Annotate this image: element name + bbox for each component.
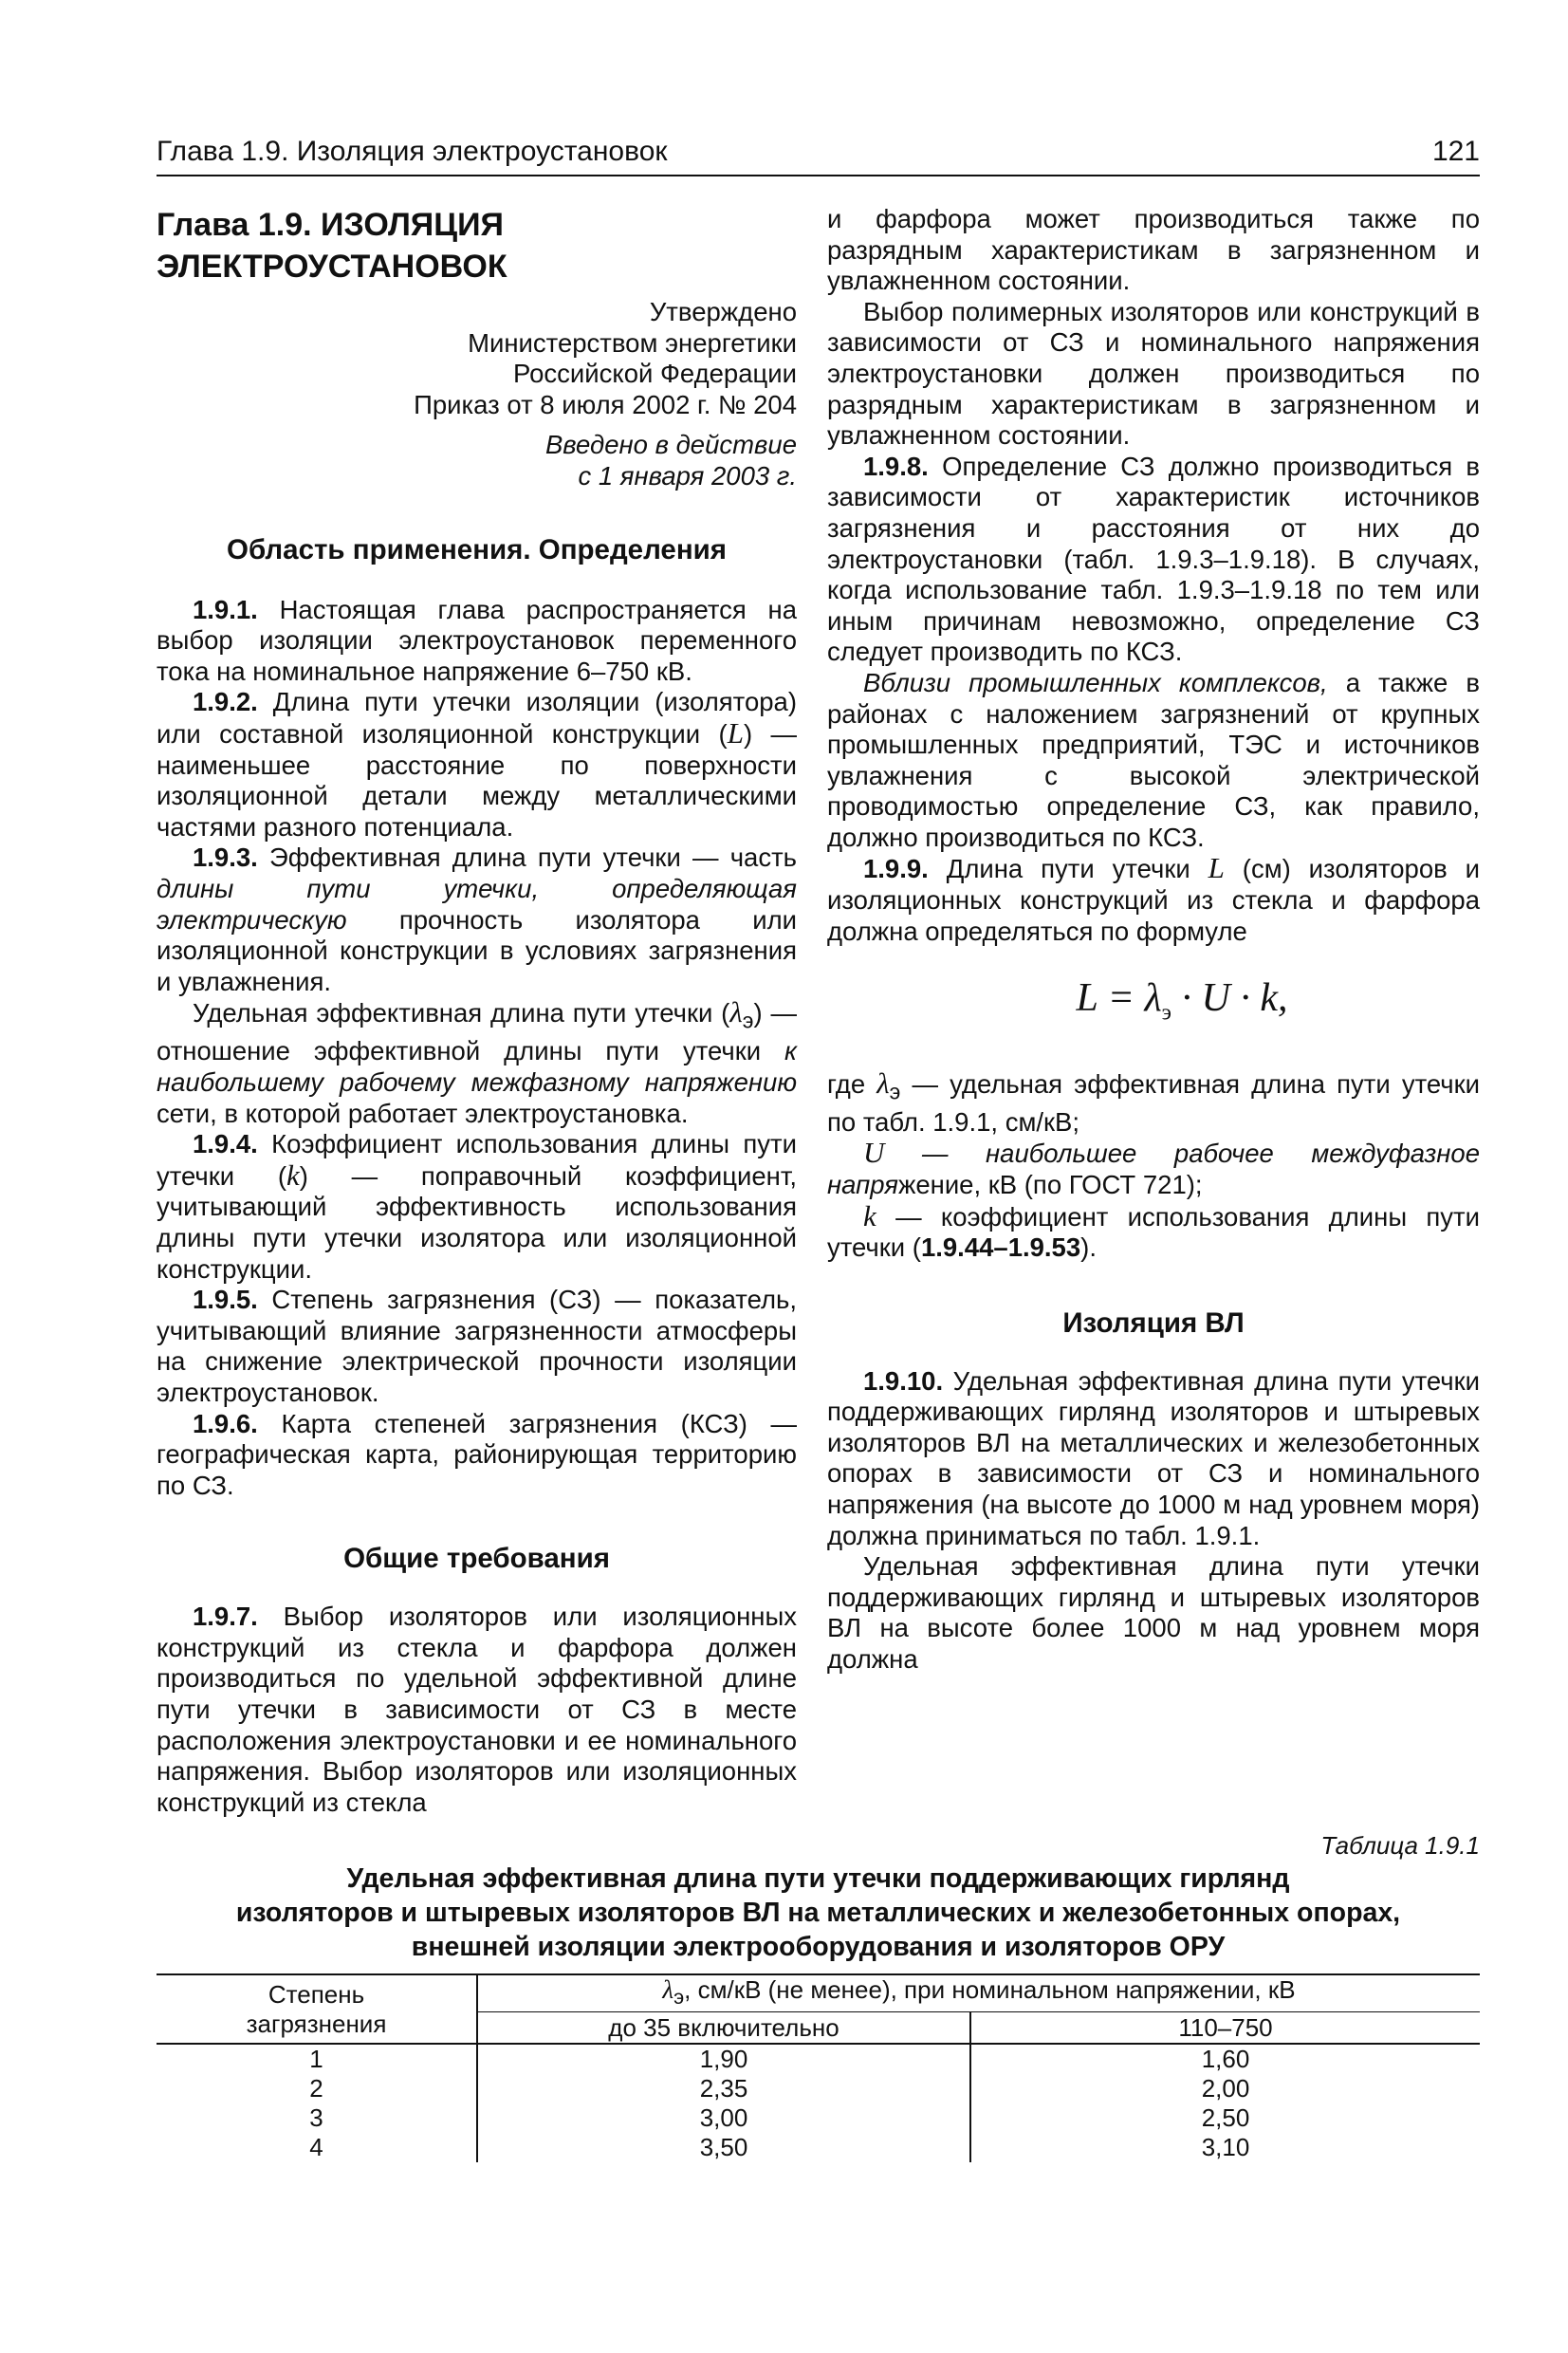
header-110-750: 110–750 <box>970 2012 1480 2045</box>
clause-number: 1.9.4. <box>193 1129 258 1159</box>
formula-subscript: э <box>1161 1000 1171 1026</box>
clause-text: Выбор изоляторов или изоляционных конструкций из стекла и фарфора должен производиться по удельной эффективной длине пути утечки в зависимости от СЗ в месте расположения электроустановки и ее номинального напряжения. Выбор изоляторов или изоляционных конструкций из стекла <box>157 1602 797 1817</box>
table-title-line: Удельная эффективная длина пути утечки поддерживающих гирлянд <box>346 1863 1290 1894</box>
leakage-table <box>157 1973 1480 2162</box>
table-title-line: внешней изоляции электрооборудования и изоляторов ОРУ <box>411 1932 1226 1962</box>
paragraph-1-9-3 <box>157 843 797 997</box>
table-cell: 2 <box>309 2074 323 2103</box>
header-text: загрязнения <box>246 2009 387 2038</box>
clause-number: 1.9.2. <box>193 687 258 717</box>
approval-line: Министерством энергетики <box>468 327 797 358</box>
clause-text: Длина пути утечки изоляции (изолятора) или составной изоляционной конструкции ( <box>157 687 797 749</box>
clause-text: Длина пути утечки <box>928 854 1208 884</box>
clause-text-italic: к наибольшему рабочему межфазному напряжению <box>157 1036 797 1097</box>
table-cell: 3,10 <box>970 2133 1480 2162</box>
paragraph-1-9-6 <box>157 1409 797 1502</box>
table-title-line: изоляторов и штыревых изоляторов ВЛ на металлических и железобетонных опорах, <box>235 1898 1401 1928</box>
clause-text: Настоящая глава распространяется на выбор изоляции электроустановок переменного тока на номинальное напряжение 6–750 кВ. <box>157 594 797 686</box>
paragraph-polymer: Выбор полимерных изоляторов или конструкций в зависимости от СЗ и номинального напряжения электроустановки должен производиться по разрядным характеристикам в загрязненном и увлажненном состоянии. <box>827 296 1480 451</box>
paragraph-1-9-7 <box>157 1602 797 1818</box>
where-u <box>827 1138 1480 1200</box>
section-title-vl: Изоляция ВЛ <box>1062 1306 1245 1339</box>
variable-k: k <box>863 1198 876 1232</box>
variable-lambda: λ <box>729 995 743 1029</box>
subscript: э <box>673 1985 685 2010</box>
variable-lambda: λ <box>662 1975 674 2004</box>
table-cell: 1,90 <box>477 2044 970 2074</box>
approval-line: Российской Федерации <box>512 359 797 389</box>
header-up-to-35: до 35 включительно <box>477 2012 970 2045</box>
paragraph-1-9-5 <box>157 1285 797 1408</box>
header-specific-length <box>477 1974 1480 2012</box>
approval-line: Приказ от 8 июля 2002 г. № 204 <box>414 389 797 419</box>
clause-number: 1.9.1. <box>193 594 258 624</box>
clause-text: Удельная эффективная длина пути утечки ( <box>193 998 730 1028</box>
paragraph-industrial <box>827 668 1480 854</box>
paragraph-1-9-9 <box>827 853 1480 947</box>
variable-lambda: λ <box>876 1065 890 1100</box>
subscript: э <box>889 1079 901 1104</box>
paragraph-1-9-8 <box>827 452 1480 668</box>
where-text: — удельная эффективная длина пути утечки по табл. 1.9.1, см/кВ; <box>827 1068 1480 1137</box>
clause-text: ) — отношение эффективной длины пути утечки <box>157 998 797 1066</box>
clause-text-italic: длины пути утечки, определяющая электрическую <box>157 873 797 935</box>
variable-u: U <box>863 1136 885 1170</box>
clause-number: 1.9.10. <box>863 1365 944 1396</box>
where-text: где <box>827 1068 877 1099</box>
variable-l: L <box>727 715 744 750</box>
clause-text: Коэффициент использования длины пути утечки ( <box>157 1129 797 1191</box>
header-text: , см/кВ (не менее), при номинальном напряжении, кВ <box>684 1975 1296 2004</box>
variable-k: k <box>286 1158 300 1192</box>
paragraph-1-9-10 <box>827 1366 1480 1552</box>
variable-l: L <box>1208 851 1225 885</box>
clause-text: ) — поправочный коэффициент, учитывающий эффективность использования длины пути утечки изолятора или изоляционной конструкции. <box>157 1160 798 1284</box>
paragraph-continuation: и фарфора может производиться также по разрядным характеристикам в загрязненном и увлажненном состоянии. <box>827 204 1480 296</box>
running-head <box>157 133 1480 176</box>
where-lambda <box>827 1065 1480 1139</box>
table-row <box>157 2044 1480 2074</box>
clause-number: 1.9.7. <box>193 1602 258 1632</box>
formula-rhs: · U · k, <box>1171 976 1288 1021</box>
subscript: э <box>742 1008 754 1033</box>
clause-text: а также в районах с наложением загрязнений от крупных промышленных предприятий, ТЭС и источников увлажнения с высокой электрической проводимостью определение СЗ, как правило, должно производиться по КСЗ. <box>827 667 1480 852</box>
table-cell: 4 <box>309 2133 323 2162</box>
clause-text: Степень загрязнения (СЗ) — показатель, учитывающий влияние загрязненности атмосферы на снижение электрической прочности изоляции электроустановок. <box>157 1285 797 1407</box>
running-head-title: Глава 1.9. Изоляция электроустановок <box>157 136 668 167</box>
formula-lhs: L = λ <box>1076 976 1162 1021</box>
where-k <box>827 1198 1480 1264</box>
clause-text: Эффективная длина пути утечки — часть <box>257 843 797 873</box>
table-cell: 3 <box>309 2103 323 2133</box>
clause-reference: 1.9.44–1.9.53 <box>920 1232 1081 1263</box>
paragraph-specific-leakage <box>157 997 797 1129</box>
approval-block <box>157 297 797 492</box>
table-row <box>157 2103 1480 2133</box>
where-text-italic: — наибольшее рабочее междуфазное напря <box>827 1139 1480 1199</box>
table-cell: 2,50 <box>970 2103 1480 2133</box>
clause-number: 1.9.6. <box>193 1408 258 1438</box>
header-text: Степень <box>267 1979 365 2009</box>
leakage-formula <box>827 972 1480 1039</box>
paragraph-high-altitude: Удельная эффективная длина пути утечки поддерживающих гирлянд и штыревых изоляторов ВЛ на высоте более 1000 м над уровнем моря должна <box>827 1551 1480 1675</box>
right-column <box>827 204 1480 1676</box>
clause-text-italic: Вблизи промышленных комплексов, <box>863 667 1328 697</box>
paragraph-1-9-4 <box>157 1129 797 1285</box>
where-text: жение, кВ (по ГОСТ 721); <box>897 1169 1203 1199</box>
table-cell: 2,35 <box>477 2074 970 2103</box>
section-title-scope: Область применения. Определения <box>227 533 727 565</box>
paragraph-1-9-2 <box>157 687 797 843</box>
table-cell: 1 <box>309 2045 323 2074</box>
clause-text: ) — наименьшее расстояние по поверхности изоляционной детали между металлическими частями разного потенциала. <box>157 718 797 842</box>
clause-text: Определение СЗ должно производиться в зависимости от характеристик источников загрязнения и расстояния от них до электроустановки (табл. 1.9.3–1.9.18). В случаях, когда использование табл. 1.9.3–1.9.18 по тем или иным причинам невозможно, определение СЗ следует производить по КСЗ. <box>827 451 1480 667</box>
effective-line: Введено в действие <box>544 430 797 460</box>
clause-number: 1.9.8. <box>863 451 929 481</box>
effective-line: с 1 января 2003 г. <box>578 460 797 491</box>
left-column <box>157 204 797 1818</box>
table-row <box>157 2074 1480 2103</box>
where-text: — коэффициент использования длины пути утечки ( <box>827 1201 1480 1263</box>
clause-text: Карта степеней загрязнения (КСЗ) — географическая карта, районирующая территорию по СЗ. <box>157 1408 797 1500</box>
clause-text: сети, в которой работает электроустановка. <box>157 1098 689 1128</box>
paragraph-1-9-1 <box>157 595 797 688</box>
clause-number: 1.9.9. <box>863 854 929 884</box>
clause-number: 1.9.3. <box>193 843 258 873</box>
approval-line: Утверждено <box>649 297 797 326</box>
table-cell: 1,60 <box>970 2044 1480 2074</box>
clause-number: 1.9.5. <box>193 1285 258 1315</box>
section-title-general: Общие требования <box>343 1543 610 1575</box>
table-cell: 3,50 <box>477 2133 970 2162</box>
table-title <box>157 1862 1480 1964</box>
clause-text: Удельная эффективная длина пути утечки поддерживающих гирлянд изоляторов и штыревых изоляторов ВЛ на металлических и железобетонных опорах в зависимости от СЗ и номинального напряжения (на высоте до 1000 м над уровнем моря) должна приниматься по табл. 1.9.1. <box>827 1365 1480 1550</box>
clause-text: (см) изоляторов и изоляционных конструкций из стекла и фарфора должна определяться по формуле <box>827 854 1480 946</box>
table-row <box>157 2133 1480 2162</box>
table-cell: 2,00 <box>970 2074 1480 2103</box>
chapter-title: Глава 1.9. ИЗОЛЯЦИЯ ЭЛЕКТРОУСТАНОВОК <box>157 207 507 285</box>
header-pollution-degree <box>157 1974 477 2044</box>
table-cell: 3,00 <box>477 2103 970 2133</box>
where-text: ). <box>1080 1232 1097 1263</box>
clause-text: прочность изолятора или изоляционной конструкции в условиях загрязнения и увлажнения. <box>157 904 797 996</box>
page-number: 121 <box>1431 136 1480 167</box>
table-label: Таблица 1.9.1 <box>1320 1831 1480 1860</box>
